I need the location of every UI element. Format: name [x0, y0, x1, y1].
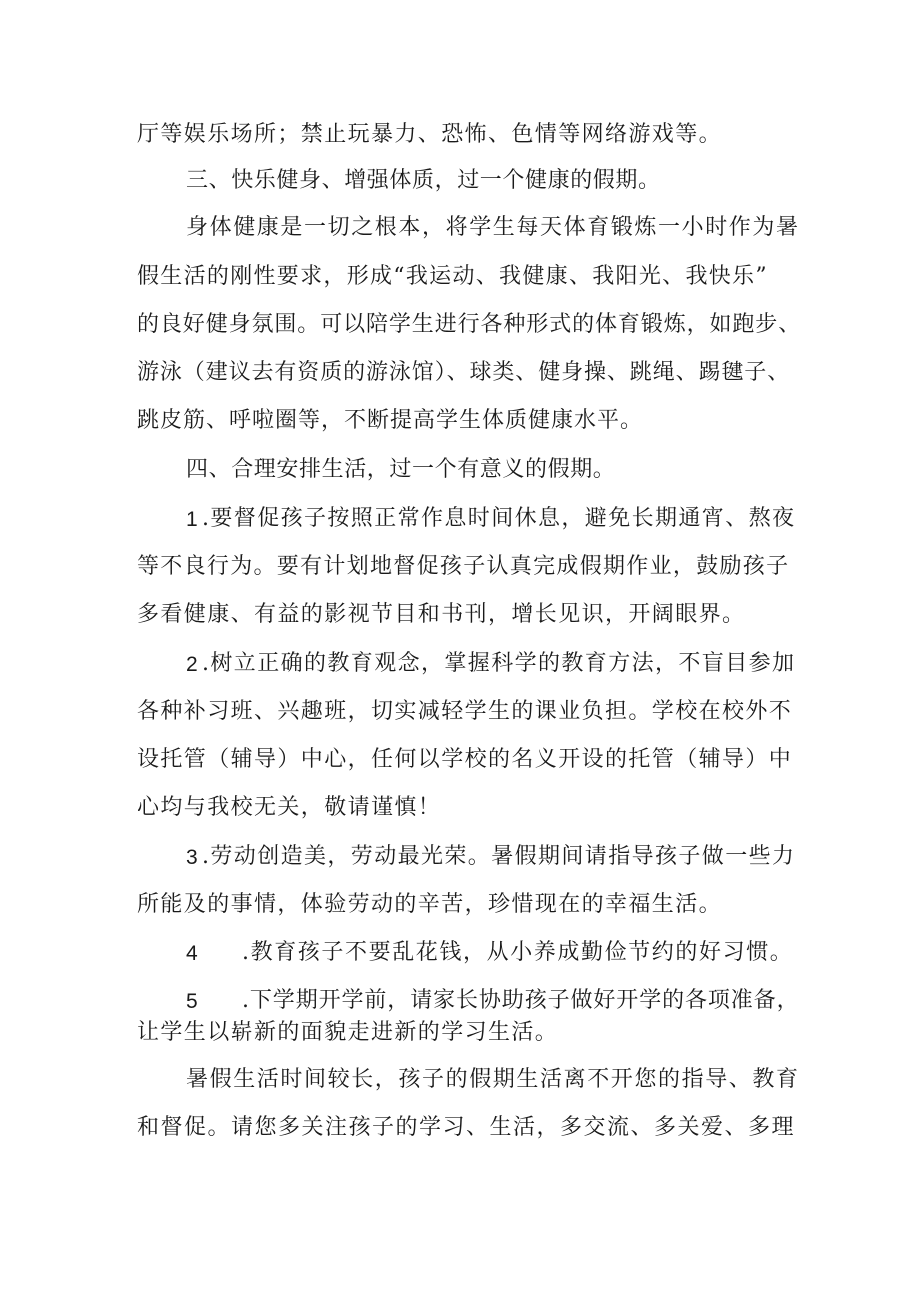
list-item-number: 2 — [186, 653, 198, 676]
list-item-line: 等不良行为。要有计划地督促孩子认真完成假期作业，鼓励孩子 — [137, 554, 790, 579]
section-3-paragraph-line: 游泳（建议去有资质的游泳馆）、球类、健身操、跳绳、踢毽子、 — [137, 360, 791, 385]
list-item-line: .教育孩子不要乱花钱，从小养成勤俭节约的好习惯。 — [242, 940, 794, 965]
section-3-heading: 三、快乐健身、增强体质，过一个健康的假期。 — [186, 168, 661, 193]
list-item-number: 5 — [186, 990, 198, 1013]
section-3-paragraph-line: 跳皮筋、呼啦圈等，不断提高学生体质健康水平。 — [137, 408, 644, 433]
list-item-line: 各种补习班、兴趣班，切实减轻学生的课业负担。学校在校外不 — [137, 699, 793, 724]
closing-paragraph-line: 暑假生活时间较长，孩子的假期生活离不开您的指导、教育 — [186, 1067, 800, 1092]
list-item-line: 所能及的事情，体验劳动的辛苦，珍惜现在的幸福生活。 — [137, 892, 723, 917]
section-3-paragraph-line: 的良好健身氛围。可以陪学生进行各种形式的体育锻炼，如跑步、 — [137, 312, 802, 337]
intro-tail-line: 厅等娱乐场所；禁止玩暴力、恐怖、色情等网络游戏等。 — [137, 122, 723, 147]
list-item-line: .劳动创造美，劳动最光荣。暑假期间请指导孩子做一些力 — [202, 844, 796, 869]
list-item-number: 1 — [186, 508, 198, 531]
list-item-line: 多看健康、有益的影视节目和书刊，增长见识，开阔眼界。 — [137, 602, 746, 627]
list-item-line: .要督促孩子按照正常作息时间休息，避免长期通宵、熬夜 — [202, 506, 796, 531]
list-item-line: 设托管（辅导）中心，任何以学校的名义开设的托管（辅导）中 — [137, 747, 793, 772]
list-item-line: 心均与我校无关，敬请谨慎！ — [137, 795, 442, 820]
section-3-paragraph-line: 身体健康是一切之根本，将学生每天体育锻炼一小时作为暑 — [186, 215, 800, 240]
section-4-heading: 四、合理安排生活，过一个有意义的假期。 — [186, 457, 616, 482]
list-item-line: 让学生以崭新的面貌走进新的学习生活。 — [137, 1020, 559, 1045]
list-item-number: 3 — [186, 846, 198, 869]
list-item-number: 4 — [186, 942, 198, 965]
list-item-line: .树立正确的教育观念，掌握科学的教育方法，不盲目参加 — [202, 651, 796, 676]
closing-paragraph-line: 和督促。请您多关注孩子的学习、生活，多交流、多关爱、多理 — [137, 1115, 796, 1140]
section-3-paragraph-line: 假生活的刚性要求，形成“我运动、我健康、我阳光、我快乐” — [137, 264, 768, 289]
list-item-line: .下学期开学前，请家长协助孩子做好开学的各项准备， — [242, 988, 800, 1013]
